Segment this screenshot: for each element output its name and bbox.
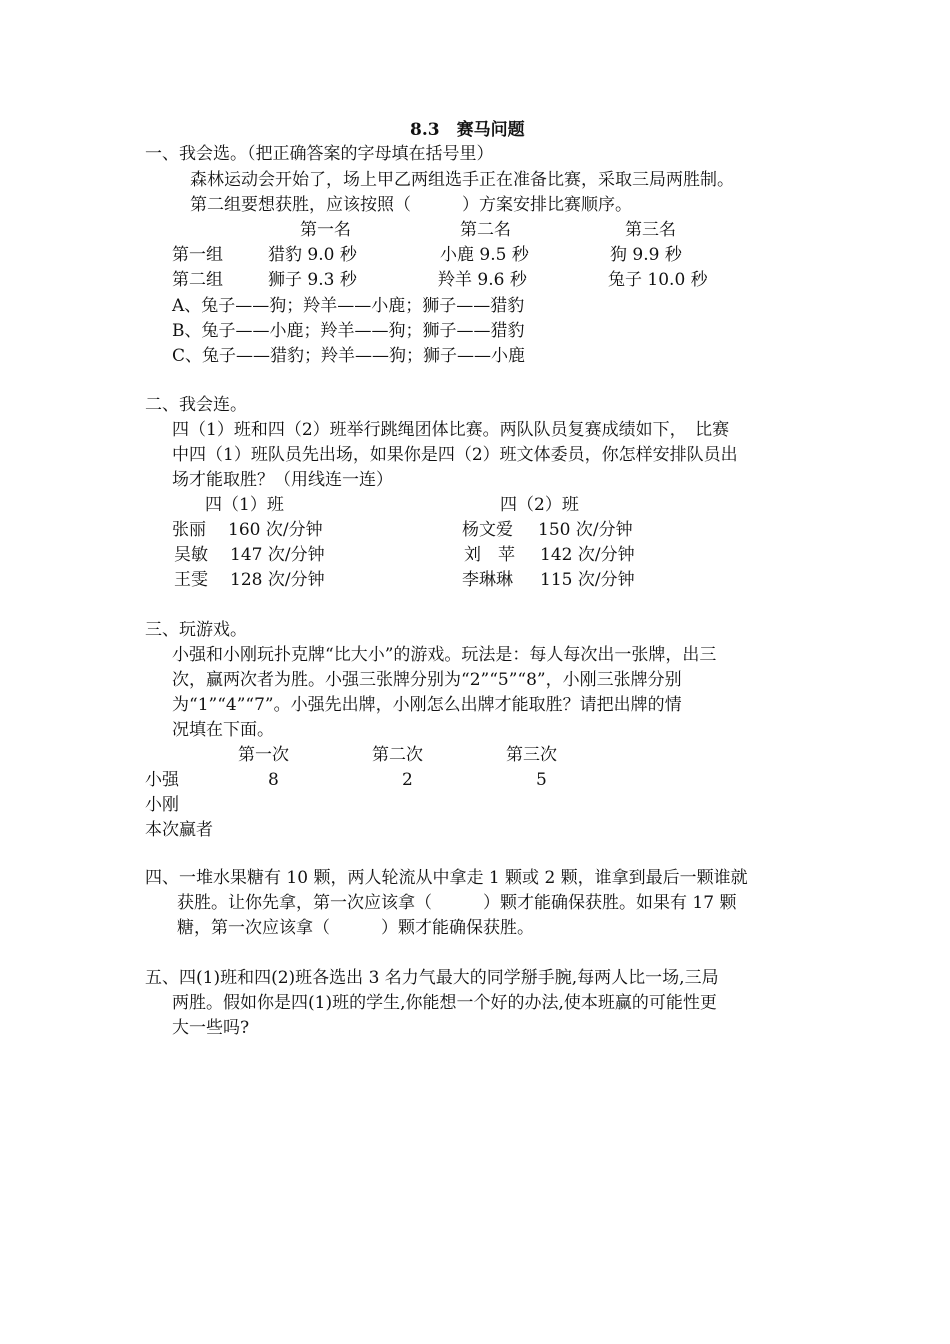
q3-text-line: 小强和小刚玩扑克牌“比大小”的游戏。玩法是：每人每次出一张牌，出三: [172, 645, 717, 665]
q4-text-line: 糖，第一次应该拿（ ）颗才能确保获胜。: [177, 918, 534, 938]
q3-card-value: 5: [536, 770, 547, 790]
q3-col-header-1: 第一次: [238, 745, 289, 765]
q1-row-cell: 狮子 9.3 秒: [268, 270, 357, 290]
q2-class2-score: 150 次/分钟: [538, 520, 633, 540]
q1-row-label: 第一组: [172, 245, 223, 265]
q1-option-b: B、兔子——小鹿；羚羊——狗；狮子——猎豹: [172, 321, 525, 341]
q2-class2-score: 142 次/分钟: [540, 545, 635, 565]
q1-row-cell: 狗 9.9 秒: [610, 245, 682, 265]
q1-col-header-1: 第一名: [300, 220, 351, 240]
q2-class2-score: 115 次/分钟: [540, 570, 635, 590]
q1-row-cell: 兔子 10.0 秒: [608, 270, 708, 290]
q1-heading: 一、我会选。（把正确答案的字母填在括号里）: [145, 144, 494, 164]
q3-card-value: 2: [402, 770, 413, 790]
q1-paragraph-2: 第二组要想获胜，应该按照（ ）方案安排比赛顺序。: [190, 195, 632, 215]
q1-col-header-2: 第二名: [460, 220, 511, 240]
q3-col-header-3: 第三次: [506, 745, 557, 765]
q2-class1-header: 四（1）班: [205, 495, 284, 515]
q1-row-cell: 猎豹 9.0 秒: [268, 245, 357, 265]
q2-class1-student: 王雯: [174, 570, 208, 590]
q1-option-a: A、兔子——狗；羚羊——小鹿；狮子——猎豹: [172, 296, 525, 316]
q5-text-line: 五、四(1)班和四(2)班各选出 3 名力气最大的同学掰手腕,每两人比一场,三局: [145, 968, 719, 988]
q3-text-line: 次，赢两次者为胜。小强三张牌分别为“2”“5”“8”，小刚三张牌分别: [172, 670, 682, 690]
q2-class2-header: 四（2）班: [500, 495, 579, 515]
q2-text-line: 四（1）班和四（2）班举行跳绳团体比赛。两队队员复赛成绩如下， 比赛: [172, 420, 730, 440]
q1-row-cell: 小鹿 9.5 秒: [440, 245, 529, 265]
q3-heading: 三、玩游戏。: [145, 620, 247, 640]
page-title: 8.3 赛马问题: [410, 120, 525, 140]
q2-class1-student: 吴敏: [174, 545, 208, 565]
q5-text-line: 大一些吗?: [172, 1018, 250, 1038]
q3-text-line: 为“1”“4”“7”。小强先出牌，小刚怎么出牌才能取胜？请把出牌的情: [172, 695, 682, 715]
q3-row-label: 本次赢者: [145, 820, 213, 840]
q3-row-label: 小强: [145, 770, 179, 790]
q1-row-label: 第二组: [172, 270, 223, 290]
q4-text-line: 获胜。让你先拿，第一次应该拿（ ）颗才能确保获胜。如果有 17 颗: [177, 893, 737, 913]
q2-class2-student: 李琳琳: [462, 570, 513, 590]
q1-option-c: C、兔子——猎豹；羚羊——狗；狮子——小鹿: [172, 346, 526, 366]
q3-card-value: 8: [268, 770, 279, 790]
q1-row-cell: 羚羊 9.6 秒: [438, 270, 527, 290]
q2-text-line: 场才能取胜？（用线连一连）: [172, 470, 393, 490]
q3-row-label: 小刚: [145, 795, 179, 815]
q1-col-header-3: 第三名: [625, 220, 676, 240]
q3-col-header-2: 第二次: [372, 745, 423, 765]
q5-text-line: 两胜。假如你是四(1)班的学生,你能想一个好的办法,使本班赢的可能性更: [172, 993, 717, 1013]
q2-class2-student: 刘 苹: [464, 545, 515, 565]
q1-paragraph-1: 森林运动会开始了，场上甲乙两组选手正在准备比赛，采取三局两胜制。: [190, 170, 734, 190]
q2-class1-score: 147 次/分钟: [230, 545, 325, 565]
q2-text-line: 中四（1）班队员先出场，如果你是四（2）班文体委员，你怎样安排队员出: [172, 445, 738, 465]
q4-text-line: 四、一堆水果糖有 10 颗，两人轮流从中拿走 1 颗或 2 颗，谁拿到最后一颗谁就: [145, 868, 748, 888]
q2-class1-student: 张丽: [172, 520, 206, 540]
q2-heading: 二、我会连。: [145, 395, 247, 415]
q3-text-line: 况填在下面。: [172, 720, 274, 740]
q2-class1-score: 128 次/分钟: [230, 570, 325, 590]
q2-class2-student: 杨文爱: [462, 520, 513, 540]
q2-class1-score: 160 次/分钟: [228, 520, 323, 540]
